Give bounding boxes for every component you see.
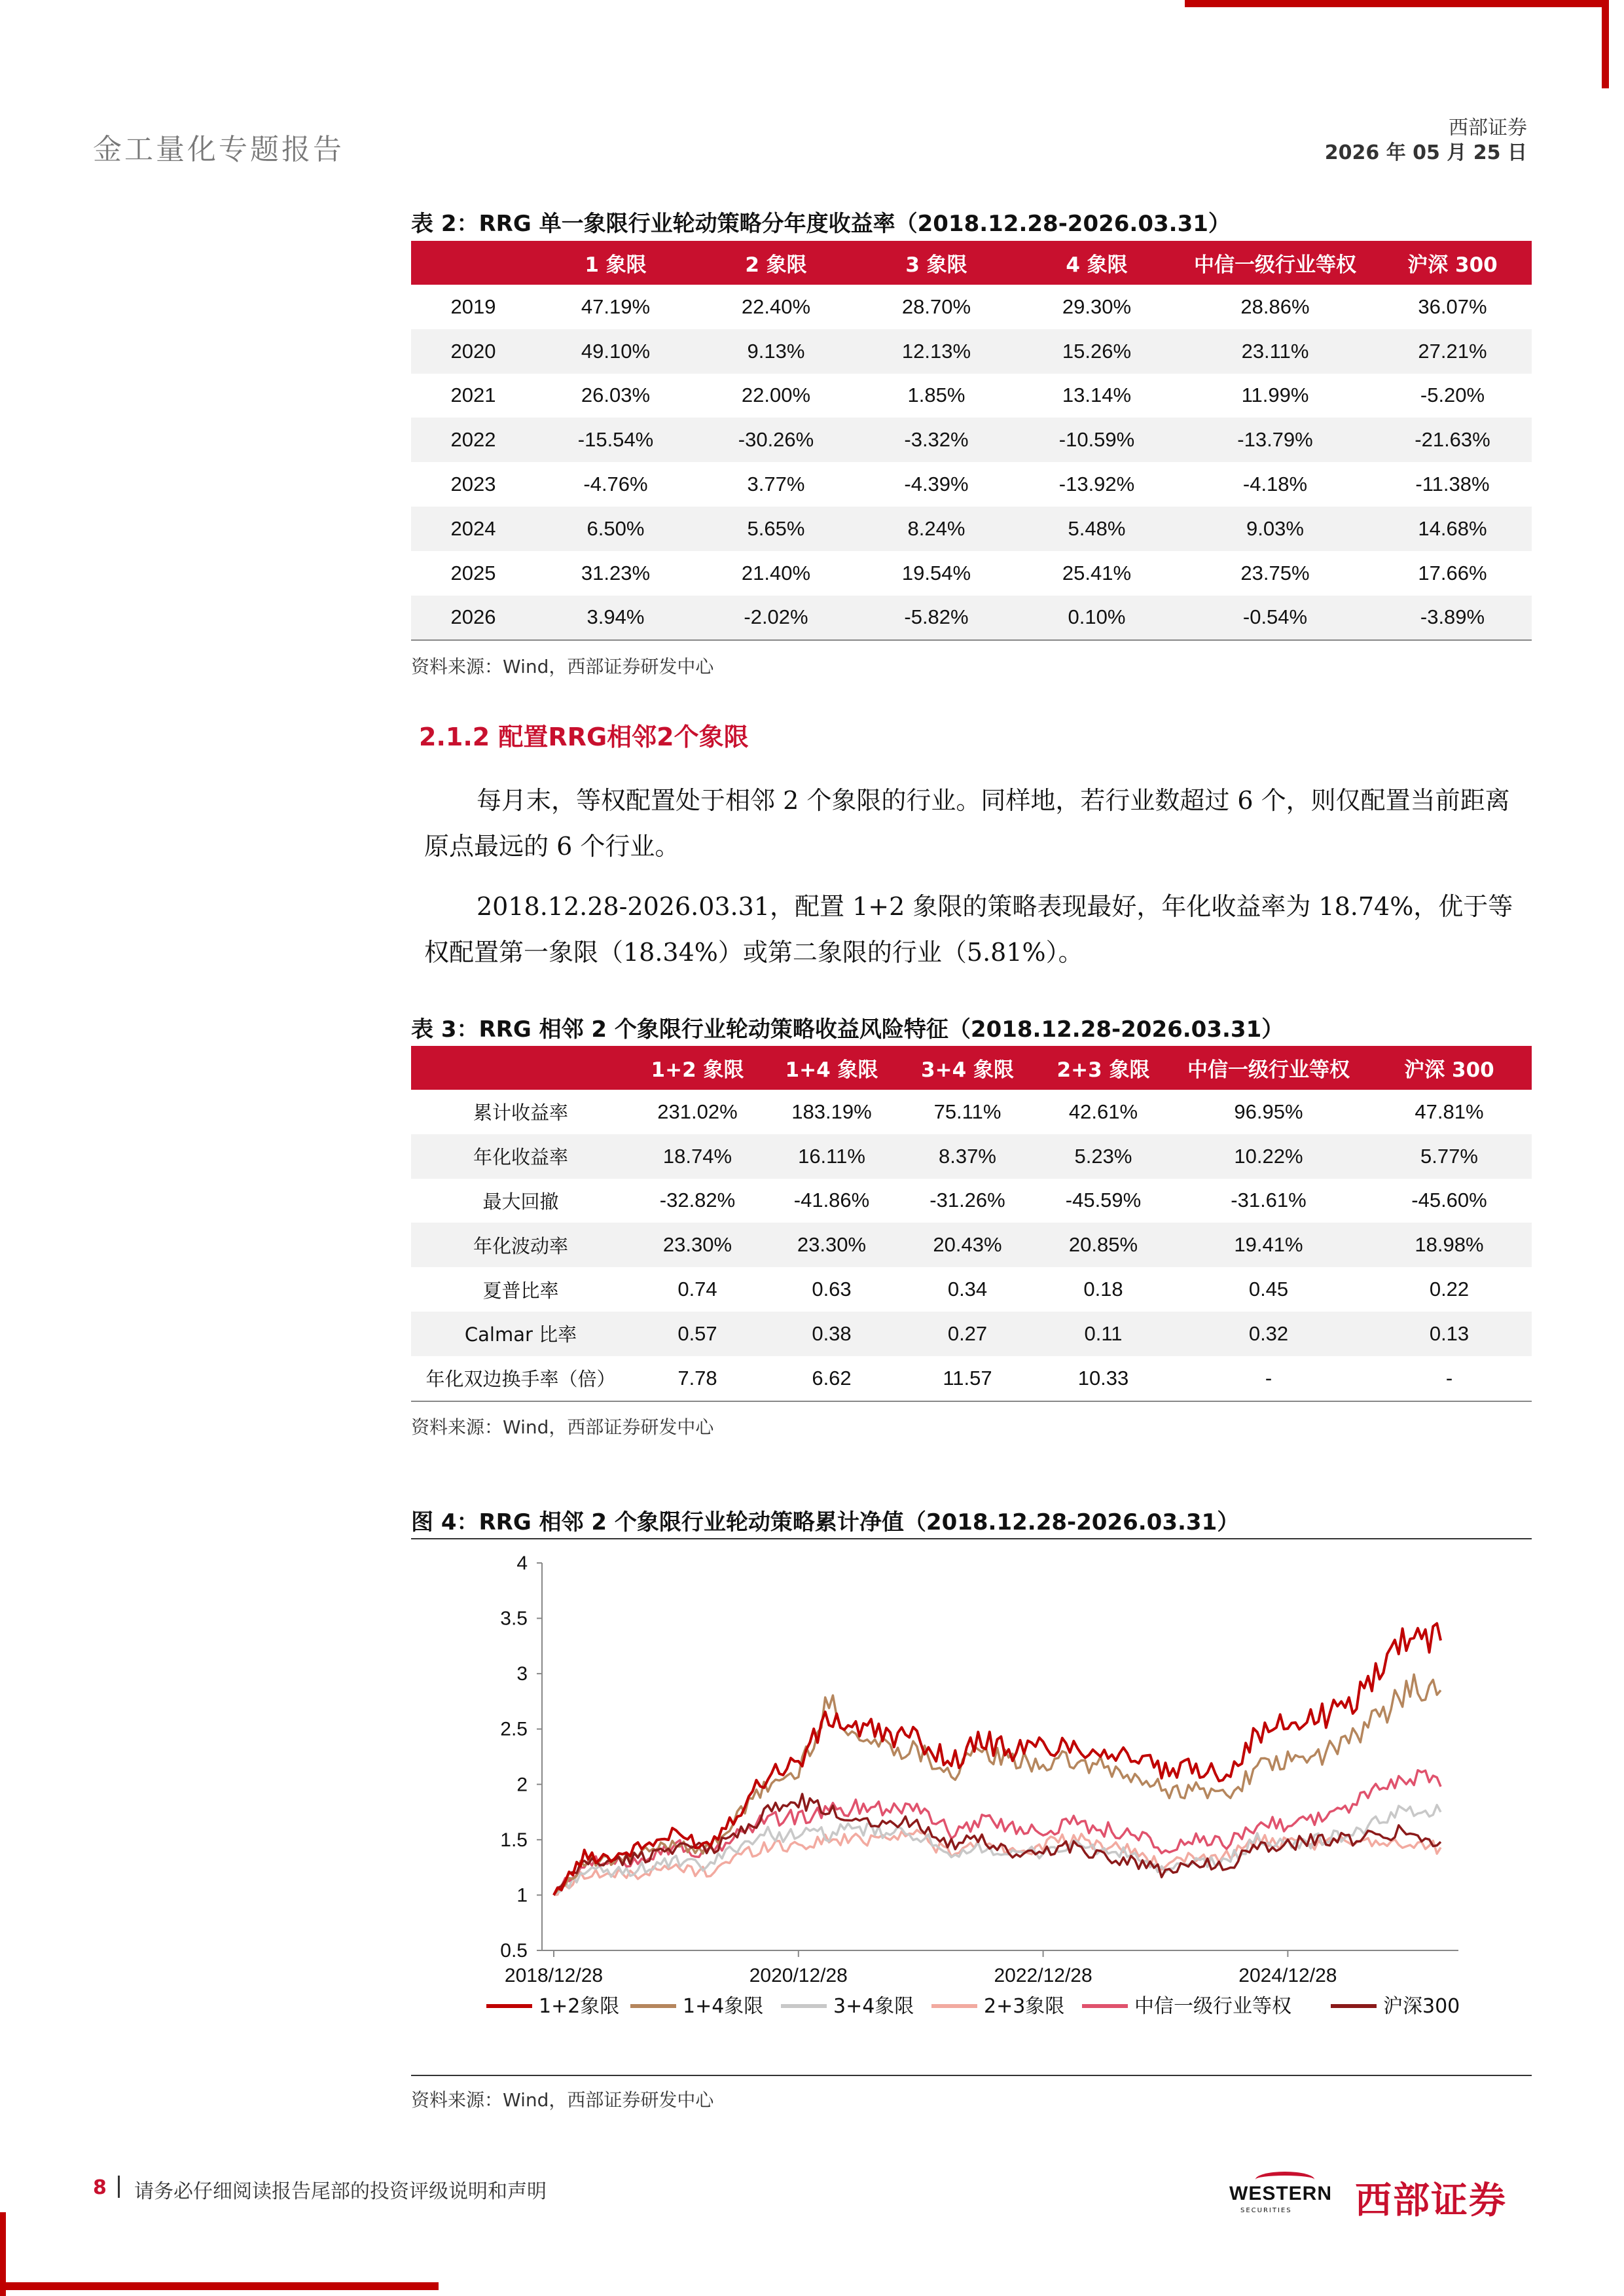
report-date: 2026 年 05 月 25 日 xyxy=(1324,141,1527,164)
table-cell: 25.41% xyxy=(1062,561,1132,584)
table-cell: 183.19% xyxy=(791,1100,872,1123)
table-cell: 19.41% xyxy=(1170,1223,1367,1267)
table-cell: 10.22% xyxy=(1170,1134,1367,1179)
table-cell: 9.13% xyxy=(696,329,856,374)
y-tick-label: 1 xyxy=(516,1884,528,1907)
row-label: 2021 xyxy=(450,384,496,407)
table-cell: 0.22 xyxy=(1429,1278,1470,1301)
table-cell: 12.13% xyxy=(856,329,1017,374)
series-line-6 xyxy=(554,1794,1441,1895)
table-row xyxy=(411,1312,1532,1356)
table-cell: 0.27 xyxy=(899,1312,1036,1356)
table-cell: -4.76% xyxy=(583,473,648,496)
row-label: Calmar 比率 xyxy=(411,1312,630,1356)
row-label: 2020 xyxy=(411,329,535,374)
y-tick-label: 0.5 xyxy=(500,1940,528,1962)
table3 xyxy=(411,1046,1532,1402)
top-red-corner xyxy=(1602,0,1609,88)
legend-label: 1+4象限 xyxy=(683,1995,764,2018)
table-cell: -5.20% xyxy=(1420,384,1485,407)
table-cell: -31.61% xyxy=(1231,1189,1307,1212)
table-cell: -3.32% xyxy=(856,418,1017,462)
table-cell: 0.38 xyxy=(765,1312,899,1356)
table3-caption: 表 3：RRG 相邻 2 个象限行业轮动策略收益风险特征（2018.12.28-2026.03.31） xyxy=(411,1016,1284,1043)
table-cell: 22.00% xyxy=(741,384,811,407)
column-header: 中信一级行业等权 xyxy=(1177,241,1373,285)
x-tick-label: 2022/12/28 xyxy=(994,1965,1092,1986)
table-cell: 29.30% xyxy=(1062,295,1132,318)
table-cell: -4.18% xyxy=(1242,473,1308,496)
paragraph: 每月末，等权配置处于相邻 2 个象限的行业。同样地，若行业数超过 6 个，则仅配置当前距离原点最远的 6 个行业。 xyxy=(424,786,1510,861)
table-row xyxy=(411,1134,1532,1179)
table-cell: -2.02% xyxy=(696,596,856,641)
table-cell: 42.61% xyxy=(1068,1100,1138,1123)
paragraph: 2018.12.28-2026.03.31，配置 1+2 象限的策略表现最好，年化收益率为 18.74%，优于等权配置第一象限（18.34%）或第二象限的行业（5.81%）。 xyxy=(424,892,1513,967)
table-cell: 8.37% xyxy=(899,1134,1036,1179)
table-cell: -45.59% xyxy=(1065,1189,1142,1212)
section-title: 2.1.2 配置RRG相邻2个象限 xyxy=(419,723,749,751)
table-cell: 0.74 xyxy=(677,1278,717,1301)
table-cell: 0.32 xyxy=(1170,1312,1367,1356)
page-number: 8 xyxy=(93,2176,107,2199)
table-row xyxy=(411,507,1532,551)
column-header: 中信一级行业等权 xyxy=(1170,1046,1367,1090)
y-tick-label: 2.5 xyxy=(500,1718,528,1740)
table-cell: -5.82% xyxy=(856,596,1017,641)
table-cell: -45.60% xyxy=(1411,1189,1487,1212)
legend-label: 2+3象限 xyxy=(984,1995,1065,2018)
series-line-5 xyxy=(554,1770,1441,1895)
table-cell: 6.50% xyxy=(535,507,696,551)
column-header: 3 象限 xyxy=(856,241,1017,285)
row-label: 累计收益率 xyxy=(473,1102,568,1124)
table-cell: 3.77% xyxy=(747,473,805,496)
logo-english-sub: SECURITIES xyxy=(1240,2207,1292,2214)
table-cell: 36.07% xyxy=(1418,295,1487,318)
table-cell: 22.40% xyxy=(741,295,811,318)
table-cell: -15.54% xyxy=(535,418,696,462)
table-cell: 1.85% xyxy=(907,384,965,407)
table-cell: 0.63 xyxy=(812,1278,852,1301)
table-cell: 13.14% xyxy=(1062,384,1132,407)
column-header: 2+3 象限 xyxy=(1036,1046,1170,1090)
table-cell: -3.89% xyxy=(1373,596,1532,641)
table-cell: 5.65% xyxy=(696,507,856,551)
table-row xyxy=(411,1267,1532,1312)
table-cell: 28.70% xyxy=(901,295,971,318)
table-cell: 20.85% xyxy=(1036,1223,1170,1267)
table-cell: 27.21% xyxy=(1373,329,1532,374)
row-label: 2024 xyxy=(411,507,535,551)
x-tick-label: 2024/12/28 xyxy=(1238,1965,1337,1986)
y-tick-label: 1.5 xyxy=(500,1829,528,1851)
table2 xyxy=(411,241,1532,641)
table-cell: -10.59% xyxy=(1017,418,1177,462)
table-row xyxy=(411,551,1532,596)
series-line-2 xyxy=(554,1674,1441,1895)
table-cell: -41.86% xyxy=(793,1189,870,1212)
table-cell: 0.57 xyxy=(630,1312,765,1356)
row-label: 2022 xyxy=(411,418,535,462)
x-tick-label: 2018/12/28 xyxy=(504,1965,604,1986)
table-cell: - xyxy=(1367,1356,1532,1401)
table-cell: 23.75% xyxy=(1240,561,1310,584)
figure-top-rule xyxy=(411,1538,1532,1539)
table-cell: 47.19% xyxy=(581,295,651,318)
table-cell: 11.99% xyxy=(1241,384,1309,407)
top-red-rule xyxy=(1185,0,1607,7)
table-cell: 0.11 xyxy=(1036,1312,1170,1356)
table-cell: 16.11% xyxy=(765,1134,899,1179)
table-cell: -0.54% xyxy=(1177,596,1373,641)
table-row xyxy=(411,418,1532,462)
bottom-red-rule xyxy=(0,2282,439,2290)
column-header: 1 象限 xyxy=(535,241,696,285)
table-cell: 3.94% xyxy=(535,596,696,641)
row-label: 2019 xyxy=(450,295,496,318)
row-label: 2026 xyxy=(411,596,535,641)
legend-label: 3+4象限 xyxy=(833,1995,914,2018)
table-cell: 9.03% xyxy=(1177,507,1373,551)
broker-name: 西部证券 xyxy=(1449,117,1527,139)
table-cell: - xyxy=(1170,1356,1367,1401)
table-row xyxy=(411,596,1532,641)
legend-label: 沪深300 xyxy=(1383,1995,1460,2018)
x-tick-label: 2020/12/28 xyxy=(749,1965,848,1986)
table-cell: 11.57 xyxy=(899,1356,1036,1401)
table2-source: 资料来源：Wind，西部证券研发中心 xyxy=(411,656,714,677)
table-row xyxy=(411,329,1532,374)
table-row xyxy=(411,462,1532,507)
table-cell: 18.74% xyxy=(630,1134,765,1179)
table-cell: -11.38% xyxy=(1415,473,1490,496)
table-cell: 17.66% xyxy=(1418,561,1487,584)
table-cell: -13.92% xyxy=(1058,473,1135,496)
row-label: 年化收益率 xyxy=(411,1134,630,1179)
report-type: 金工量化专题报告 xyxy=(93,133,344,166)
row-label: 最大回撤 xyxy=(482,1190,559,1213)
table3-source: 资料来源：Wind，西部证券研发中心 xyxy=(411,1416,714,1438)
table-cell: 0.34 xyxy=(947,1278,988,1301)
table-cell: 10.33 xyxy=(1036,1356,1170,1401)
table-cell: 7.78 xyxy=(630,1356,765,1401)
table-cell: -31.26% xyxy=(929,1189,1005,1212)
row-label: 年化波动率 xyxy=(411,1223,630,1267)
table-cell: 5.23% xyxy=(1036,1134,1170,1179)
figure-bottom-rule xyxy=(411,2075,1532,2076)
column-header: 3+4 象限 xyxy=(899,1046,1036,1090)
table-cell: 0.45 xyxy=(1248,1278,1289,1301)
column-header: 2 象限 xyxy=(696,241,856,285)
y-tick-label: 3 xyxy=(516,1663,528,1685)
table-cell: 21.40% xyxy=(741,561,811,584)
logo-chinese: 西部证券 xyxy=(1355,2179,1507,2222)
figure4-caption: 图 4：RRG 相邻 2 个象限行业轮动策略累计净值（2018.12.28-2026.03.31） xyxy=(411,1509,1240,1535)
body-text xyxy=(424,778,1532,975)
table-cell: 0.10% xyxy=(1017,596,1177,641)
table-cell: 14.68% xyxy=(1373,507,1532,551)
table-cell: 47.81% xyxy=(1415,1100,1484,1123)
row-label: 夏普比率 xyxy=(482,1279,559,1302)
column-header: 1+2 象限 xyxy=(630,1046,765,1090)
column-header: 4 象限 xyxy=(1017,241,1177,285)
table-row xyxy=(411,1223,1532,1267)
column-header: 沪深 300 xyxy=(1373,241,1532,285)
row-label: 年化双边换手率（倍） xyxy=(411,1356,630,1401)
column-header: 沪深 300 xyxy=(1367,1046,1532,1090)
y-tick-label: 2 xyxy=(516,1774,528,1796)
y-tick-label: 4 xyxy=(516,1552,528,1574)
table-cell: 23.30% xyxy=(765,1223,899,1267)
table-row xyxy=(411,1179,1532,1223)
table-cell: 49.10% xyxy=(535,329,696,374)
table-cell: 96.95% xyxy=(1234,1100,1303,1123)
row-label: 2025 xyxy=(450,561,496,584)
table-cell: 75.11% xyxy=(933,1100,1001,1123)
table-cell: 6.62 xyxy=(765,1356,899,1401)
logo-english: WESTERN xyxy=(1229,2183,1332,2204)
table-cell: 28.86% xyxy=(1240,295,1310,318)
legend-label: 1+2象限 xyxy=(539,1995,620,2018)
table-row xyxy=(411,374,1532,418)
table-cell: -30.26% xyxy=(696,418,856,462)
table-cell: 26.03% xyxy=(581,384,651,407)
column-header: 1+4 象限 xyxy=(765,1046,899,1090)
table-cell: 18.98% xyxy=(1367,1223,1532,1267)
legend-label: 中信一级行业等权 xyxy=(1134,1995,1291,2018)
column-header xyxy=(411,241,535,285)
table-cell: 0.13 xyxy=(1367,1312,1532,1356)
nav-line-chart xyxy=(411,1545,1532,2055)
table-row xyxy=(411,1090,1532,1134)
table-cell: 23.11% xyxy=(1177,329,1373,374)
table-cell: 5.48% xyxy=(1017,507,1177,551)
row-label: 2023 xyxy=(450,473,496,496)
table-cell: -21.63% xyxy=(1373,418,1532,462)
footer-divider xyxy=(118,2176,120,2198)
table-cell: 5.77% xyxy=(1367,1134,1532,1179)
table-cell: 0.18 xyxy=(1083,1278,1123,1301)
table-cell: 15.26% xyxy=(1017,329,1177,374)
table-cell: -13.79% xyxy=(1177,418,1373,462)
y-tick-label: 3.5 xyxy=(500,1607,528,1630)
table2-caption: 表 2：RRG 单一象限行业轮动策略分年度收益率（2018.12.28-2026.03.31） xyxy=(411,211,1231,237)
table-row xyxy=(411,1356,1532,1401)
table-cell: 19.54% xyxy=(901,561,971,584)
table-row xyxy=(411,285,1532,329)
table-cell: -4.39% xyxy=(904,473,969,496)
footer-disclaimer: 请务必仔细阅读报告尾部的投资评级说明和声明 xyxy=(134,2180,547,2203)
table-cell: -32.82% xyxy=(659,1189,736,1212)
table-cell: 23.30% xyxy=(630,1223,765,1267)
table-cell: 31.23% xyxy=(581,561,651,584)
figure4-source: 资料来源：Wind，西部证券研发中心 xyxy=(411,2089,714,2111)
table-cell: 231.02% xyxy=(657,1100,738,1123)
table-cell: 20.43% xyxy=(899,1223,1036,1267)
table-cell: 8.24% xyxy=(856,507,1017,551)
column-header xyxy=(411,1046,630,1090)
